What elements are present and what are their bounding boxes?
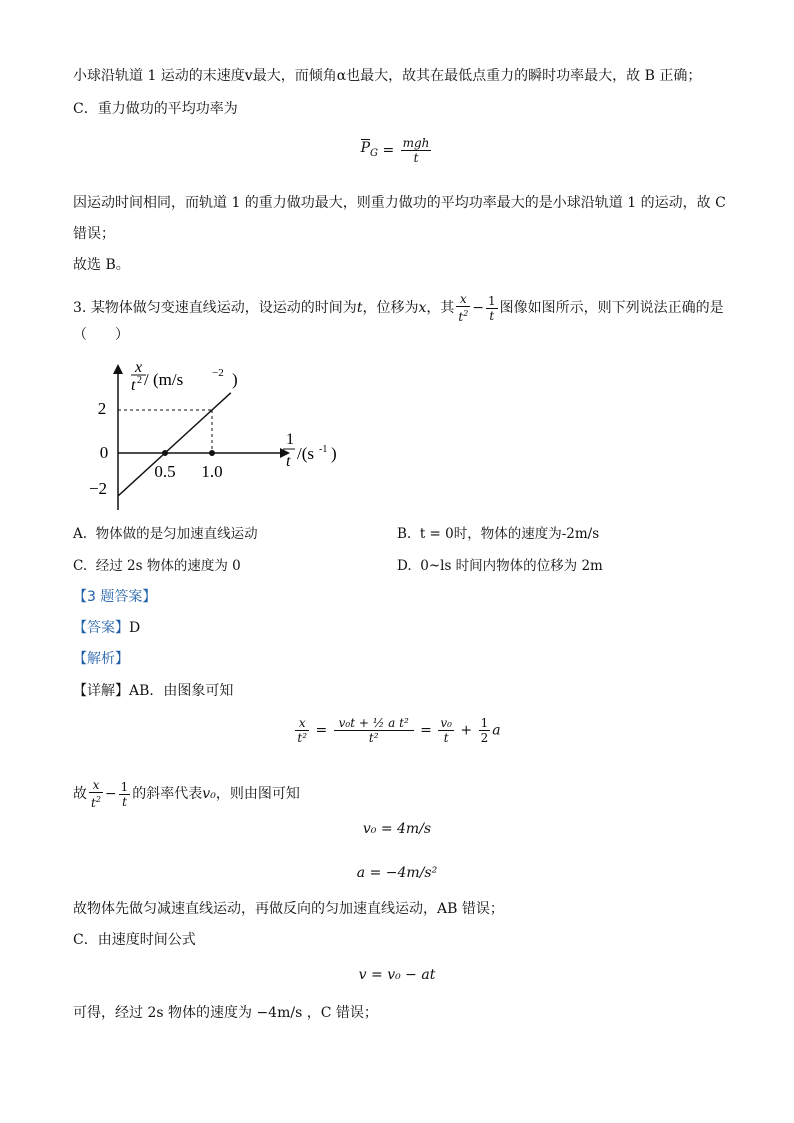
x-label-den: t xyxy=(286,453,291,470)
option-a[interactable]: A. 物体做的是匀加速直线运动 xyxy=(73,526,258,542)
question-number: 3. xyxy=(73,300,87,316)
stem-var-t: t xyxy=(356,300,363,316)
conclusion-ab: 故物体先做匀减速直线运动，再做反向的匀加速直线运动，AB 错误； xyxy=(73,901,504,917)
power-fraction xyxy=(401,136,432,165)
prev-text-line-1: 小球沿轨道 1 运动的末速度v最大，而倾角α也最大，故其在最低点重力的瞬时功率最大，故 B 正确； xyxy=(73,68,702,84)
power-subscript: G xyxy=(369,147,378,159)
c-result: 可得，经过 2s 物体的速度为 −4m/s ，C 错误； xyxy=(73,1005,378,1021)
answer-section-header: 【3 题答案】 xyxy=(73,589,157,605)
stem-part-a: 某物体做匀变速直线运动，设运动的时间为 xyxy=(90,300,357,316)
y-label-num: x xyxy=(135,360,143,376)
c-intro: C．由速度时间公式 xyxy=(73,932,196,948)
question-stem: 3. 某物体做匀变速直线运动，设运动的时间为t，位移为x，其 $\frac{x}{t^2}$ − $\frac{1}{t}$ 图像如图所示，则下列说法正确的是 xyxy=(73,292,724,324)
prev-text-line-5: 故选 B。 xyxy=(73,257,130,273)
prev-text-line-3: 因运动时间相同，而轨道 1 的重力做功最大，则重力做功的平均功率最大的是小球沿轨道 1 的运动，故 C xyxy=(73,195,726,211)
y-axis-arrow xyxy=(113,364,123,374)
marked-point-0-5 xyxy=(162,450,168,456)
y-tick-minus-2: −2 xyxy=(88,479,108,498)
y-label-den: t xyxy=(131,377,136,394)
option-c[interactable]: C. 经过 2s 物体的速度为 0 xyxy=(73,558,241,574)
stem-var-x: x xyxy=(418,300,427,316)
x-label-num: 1 xyxy=(286,431,294,448)
question-paren: （ ） xyxy=(73,327,129,343)
option-d[interactable]: D. 0~ls 时间内物体的位移为 2m xyxy=(397,558,603,574)
stem-fraction-x-t2: $\frac{x}{t^2}$ xyxy=(458,292,469,324)
prev-text-line-4: 错误； xyxy=(73,226,115,242)
x-tick-0-5: 0.5 xyxy=(154,462,176,481)
analysis-label: 【解析】 xyxy=(73,651,129,667)
y-label-unit: / (m/s xyxy=(144,370,184,389)
x-label-unit: /(s xyxy=(297,444,314,463)
answer-label: 【答案】 xyxy=(73,620,129,636)
a-equation: a = −4m/s² xyxy=(356,865,438,881)
v0-equation: v₀ = 4m/s xyxy=(362,821,432,837)
x-label-exp: -1 xyxy=(319,444,328,455)
y-label-exp: −2 xyxy=(212,367,224,379)
power-numerator: mgh xyxy=(402,136,430,150)
graph xyxy=(80,360,360,520)
slope-line: 故 $\frac{x}{t^2}$ − $\frac{1}{t}$ 的斜率代表v₀，则由图可知 xyxy=(73,778,300,810)
x-label-close: ) xyxy=(331,444,337,463)
y-tick-2: 2 xyxy=(97,399,107,418)
power-denominator: t xyxy=(413,151,419,165)
stem-fraction-1-t: $\frac{1}{t}$ xyxy=(488,293,496,323)
marked-point-1-0 xyxy=(209,450,215,456)
answer-line xyxy=(73,618,140,638)
x-tick-1-0: 1.0 xyxy=(201,462,223,481)
stem-part-b: ，位移为 xyxy=(362,300,419,316)
y-label-den-exp: 2 xyxy=(137,375,142,386)
answer-value: D xyxy=(129,620,141,636)
detail-text: AB．由图象可知 xyxy=(129,683,234,699)
y-tick-0: 0 xyxy=(99,443,109,462)
power-symbol: P xyxy=(360,139,370,156)
average-power-formula: $P_G$ = $\frac{\text{mgh}}{t}$ xyxy=(360,136,430,165)
y-label-close: ) xyxy=(232,370,238,389)
option-b[interactable]: B. t = 0时，物体的速度为-2m/s xyxy=(397,526,600,542)
stem-part-d: 图像如图所示，则下列说法正确的是 xyxy=(499,300,724,316)
detail-label: 【详解】 xyxy=(73,683,129,699)
detail-line xyxy=(73,681,233,701)
velocity-formula: v = v₀ − at xyxy=(358,967,436,983)
equation-x-over-t2: $\frac{x}{\text{t²}}$ = $\frac{\text{v₀t + ½ a t²}}{\text{t²}}$ = $\frac{\text{v₀}}{t}$ + $\frac{1}{2}$ a xyxy=(297,716,501,745)
prev-text-line-2: C．重力做功的平均功率为 xyxy=(73,101,238,117)
stem-part-c: ，其 xyxy=(426,300,455,316)
